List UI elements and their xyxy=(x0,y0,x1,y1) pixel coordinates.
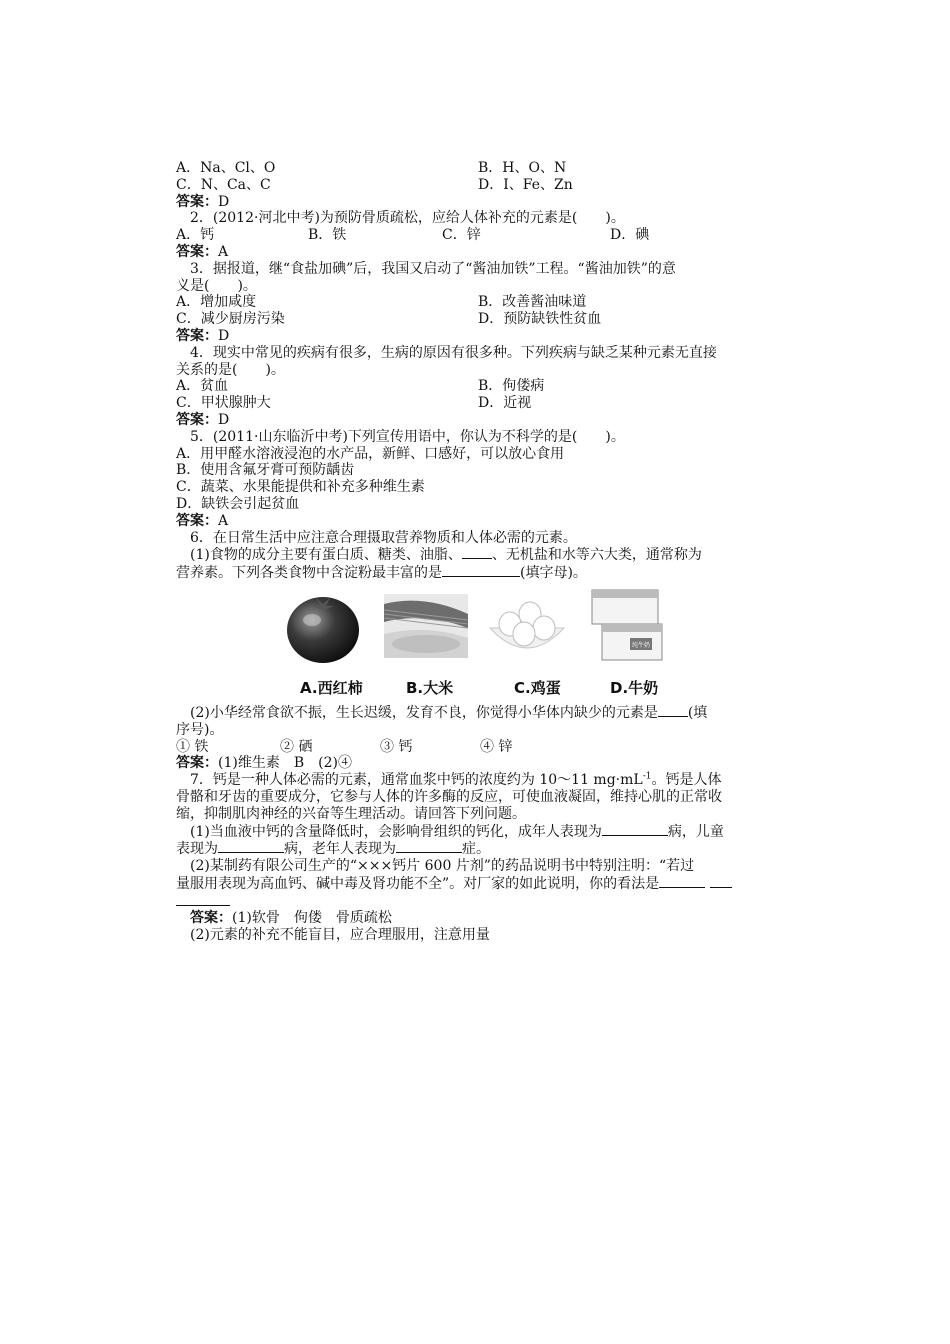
q7-answer-line2: (2)元素的补充不能盲目，应合理服用，注意用量 xyxy=(190,927,490,944)
q7-part1-text-c: 表现为 xyxy=(176,841,218,858)
answer-label: 答案： xyxy=(176,327,218,344)
answer-label: 答案： xyxy=(176,411,218,428)
answer-label: 答案： xyxy=(176,243,218,260)
q6-blank-element xyxy=(658,704,688,717)
q7-stem-text-b: 。钙是人体 xyxy=(651,772,722,789)
q1-option-d: D．I、Fe、Zn xyxy=(478,176,573,193)
q6-part1-text-d: (填字母)。 xyxy=(520,565,587,582)
q7-blank-opinion-a xyxy=(659,875,705,888)
rice-image xyxy=(384,594,468,658)
food-figures xyxy=(176,586,808,704)
q1-options-row2 xyxy=(176,177,808,194)
q7-blank-opinion-b xyxy=(710,875,732,888)
answer-value: A xyxy=(218,243,229,260)
q7-stem-line3: 缩，抑制肌肉神经的兴奋等生理活动。请回答下列问题。 xyxy=(176,805,526,822)
q6-part1-text-c: 营养素。下列各类食物中含淀粉最丰富的是 xyxy=(176,565,442,582)
q6-option-2: ② 硒 xyxy=(280,738,313,755)
q6-part1-line2 xyxy=(176,564,808,582)
answer-value: (1)维生素 B (2)④ xyxy=(218,755,352,772)
q7-part1-text-a: (1)当血液中钙的含量降低时，会影响骨组织的钙化，成年人表现为 xyxy=(190,823,602,840)
q6-part1-text-a: (1)食物的成分主要有蛋白质、糖类、油脂、 xyxy=(190,547,462,564)
caption-milk: D.牛奶 xyxy=(610,678,659,697)
q2-stem: 2．(2012·河北中考)为预防骨质疏松，应给人体补充的元素是( )。 xyxy=(190,210,625,227)
caption-tomato: A.西红柿 xyxy=(300,678,363,697)
q4-stem-line2: 关系的是( )。 xyxy=(176,361,285,378)
q6-part2-line1 xyxy=(176,704,808,722)
q7-part2-line3 xyxy=(176,893,808,911)
q2-answer xyxy=(176,244,808,261)
q6-blank-starch xyxy=(442,564,520,577)
worksheet xyxy=(176,160,808,944)
q7-blank-child xyxy=(218,840,284,853)
q3-option-a: A．增加咸度 xyxy=(176,294,257,311)
q6-option-1: ① 铁 xyxy=(176,738,209,755)
q7-part1-text-d: 病，老年人表现为 xyxy=(284,841,396,858)
q3-stem-line2: 义是( )。 xyxy=(176,277,257,294)
q1-options-row1 xyxy=(176,160,808,177)
q7-answer-line1 xyxy=(176,910,808,927)
q4-options-row2 xyxy=(176,395,808,412)
q4-options-row1 xyxy=(176,378,808,395)
q4-answer xyxy=(176,412,808,429)
q3-option-c: C．减少厨房污染 xyxy=(176,311,285,328)
answer-value: D xyxy=(218,327,230,344)
q1-option-c: C．N、Ca、C xyxy=(176,176,271,193)
q7-stem-line2: 骨骼和牙齿的重要成分，它参与人体的许多酶的反应，可使血液凝固，维持心肌的正常收 xyxy=(176,788,722,805)
q6-blank-nutrient xyxy=(462,546,492,559)
q2-option-d: D．碘 xyxy=(610,227,650,244)
caption-egg: C.鸡蛋 xyxy=(514,678,561,697)
q5-option-d: D．缺铁会引起贫血 xyxy=(176,495,300,512)
q6-stem: 6．在日常生活中应注意合理摄取营养物质和人体必需的元素。 xyxy=(190,529,577,546)
q7-stem-line1 xyxy=(176,772,808,789)
q3-stem-line1: 3．据报道，继“食盐加碘”后，我国又启动了“酱油加铁”工程。“酱油加铁”的意 xyxy=(190,260,676,277)
q6-part1-line1 xyxy=(176,546,808,564)
q2-option-c: C．锌 xyxy=(442,227,481,244)
q4-option-c: C．甲状腺肿大 xyxy=(176,395,271,412)
milk-box-label: 纯牛奶 xyxy=(631,641,651,649)
answer-value: D xyxy=(218,193,230,210)
q5-option-a: A．用甲醛水溶液浸泡的水产品，新鲜、口感好，可以放心食用 xyxy=(176,445,565,462)
q6-part2-text-a: (2)小华经常食欲不振，生长迟缓，发育不良，你觉得小华体内缺少的元素是 xyxy=(190,704,658,721)
answer-label: 答案： xyxy=(176,193,218,210)
q7-superscript: -1 xyxy=(642,771,652,782)
q3-options-row1 xyxy=(176,294,808,311)
tomato-image xyxy=(284,586,362,666)
caption-rice: B.大米 xyxy=(406,678,454,697)
q6-part2-line2: 序号)。 xyxy=(176,721,224,738)
q3-option-d: D．预防缺铁性贫血 xyxy=(478,311,602,328)
q1-option-b: B．H、O、N xyxy=(478,160,567,176)
answer-label: 答案： xyxy=(176,755,218,772)
q2-option-b: B．铁 xyxy=(308,227,347,244)
q6-part2-text-b: (填 xyxy=(687,704,708,721)
q7-part1-text-e: 症。 xyxy=(462,841,490,858)
q3-options-row2 xyxy=(176,311,808,328)
q6-option-4: ④ 锌 xyxy=(480,738,513,755)
q1-option-a: A．Na、Cl、O xyxy=(176,160,276,176)
q7-part2-text-b: 量服用表现为高血钙、碱中毒及肾功能不全”。对厂家的如此说明，你的看法是 xyxy=(176,875,660,892)
q6-option-3: ③ 钙 xyxy=(380,738,413,755)
q7-part2-line2 xyxy=(176,875,808,893)
q4-option-b: B．佝偻病 xyxy=(478,378,545,395)
q5-option-c: C．蔬菜、水果能提供和补充多种维生素 xyxy=(176,479,425,496)
q7-part1-line1 xyxy=(176,823,808,841)
q7-part1-line2 xyxy=(176,840,808,858)
q7-blank-elderly xyxy=(396,840,462,853)
q6-part2-options xyxy=(176,739,808,756)
q7-part2-line1: (2)某制药有限公司生产的“×××钙片 600 片剂”的药品说明书中特别注明：“若过 xyxy=(190,858,695,875)
answer-value: A xyxy=(218,512,229,529)
q2-option-a: A．钙 xyxy=(176,227,215,244)
q1-answer xyxy=(176,194,808,211)
milk-image xyxy=(586,586,668,666)
q7-blank-adult xyxy=(602,823,668,836)
q5-answer xyxy=(176,513,808,530)
q2-options xyxy=(176,227,808,244)
egg-image xyxy=(486,590,568,662)
q6-answer xyxy=(176,755,808,772)
q3-option-b: B．改善酱油味道 xyxy=(478,294,587,311)
answer-value: (1)软骨 佝偻 骨质疏松 xyxy=(232,910,392,927)
q5-stem: 5．(2011·山东临沂中考)下列宣传用语中，你认为不科学的是( )。 xyxy=(190,428,625,445)
q6-part1-text-b: 、无机盐和水等六大类，通常称为 xyxy=(491,547,702,564)
q5-option-b: B．使用含氟牙膏可预防龋齿 xyxy=(176,462,355,479)
q4-stem-line1: 4．现实中常见的疾病有很多，生病的原因有很多种。下列疾病与缺乏某种元素无直接 xyxy=(190,344,717,361)
q7-stem-text-a: 7．钙是一种人体必需的元素，通常血浆中钙的浓度约为 10～11 mg·mL xyxy=(190,772,643,789)
q4-option-a: A．贫血 xyxy=(176,378,229,395)
answer-label: 答案： xyxy=(176,512,218,529)
q4-option-d: D．近视 xyxy=(478,395,532,412)
answer-value: D xyxy=(218,411,230,428)
answer-label: 答案： xyxy=(190,910,232,927)
q7-part1-text-b: 病，儿童 xyxy=(667,823,724,840)
q3-answer xyxy=(176,328,808,345)
q7-blank-opinion-c xyxy=(176,893,230,906)
